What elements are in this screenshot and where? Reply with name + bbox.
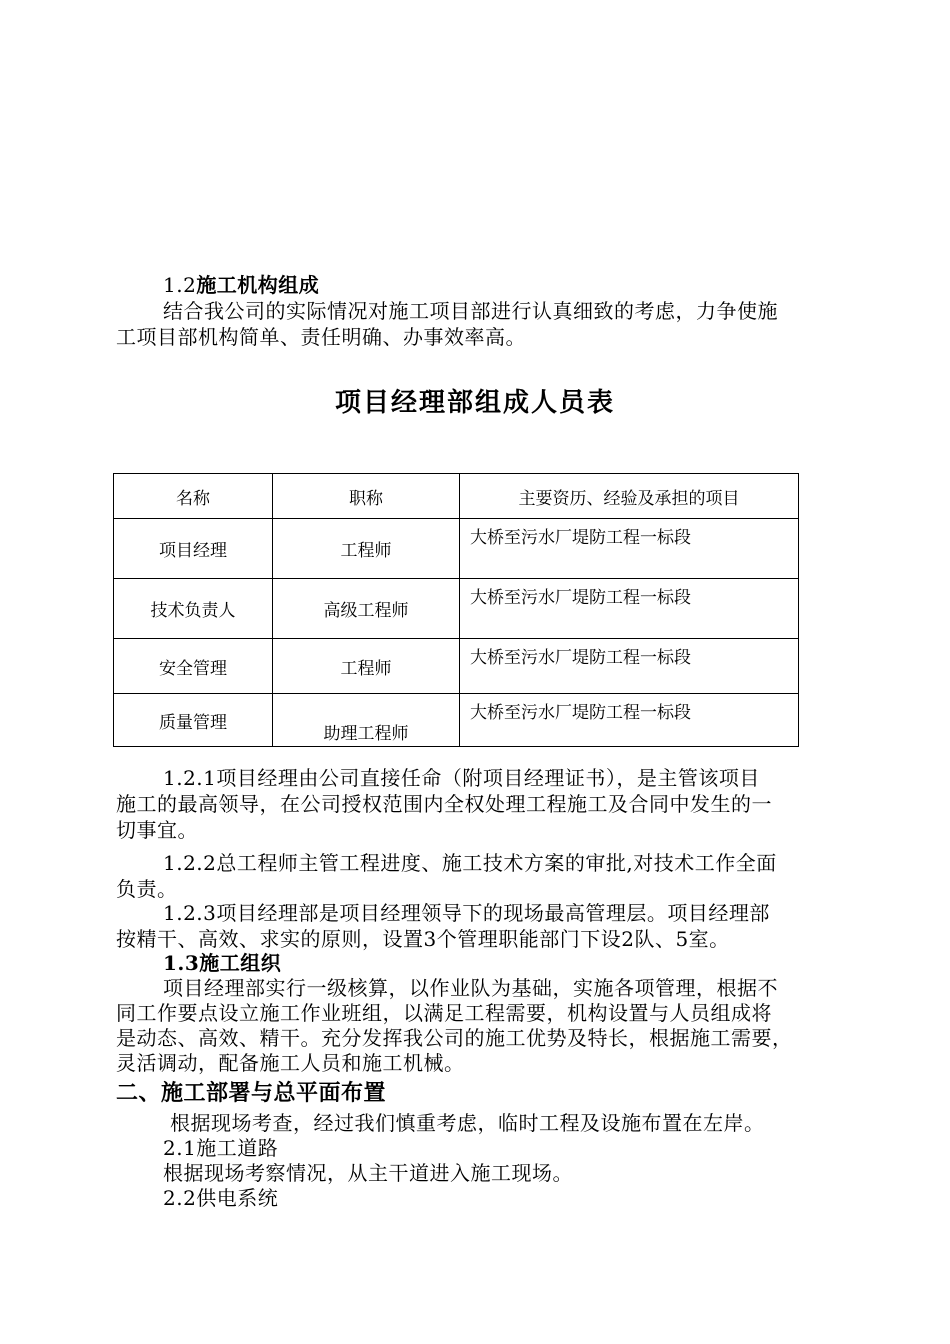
paragraph-line: 同工作要点设立施工作业班组，以满足工程需要，机构设置与人员组成将 — [116, 1001, 772, 1025]
table-cell: 大桥至污水厂堤防工程一标段 — [460, 694, 799, 747]
table-row — [114, 639, 799, 694]
table-title: 项目经理部组成人员表 — [334, 388, 615, 418]
paragraph-line: 是动态、高效、精干。充分发挥我公司的施工优势及特长，根据施工需要， — [116, 1026, 793, 1050]
table-header-cell: 职称 — [273, 474, 460, 519]
heading-text: 施工机构组成 — [196, 273, 320, 297]
paragraph-line: 施工的最高领导，在公司授权范围内全权处理工程施工及合同中发生的一 — [116, 792, 772, 816]
paragraph-line: 1.2.1项目经理由公司直接任命（附项目经理证书），是主管该项目 — [163, 766, 760, 790]
paragraph-line: 按精干、高效、求实的原则，设置3个管理职能部门下设2队、5室。 — [116, 927, 730, 951]
paragraph-line: 1.2.3项目经理部是项目经理领导下的现场最高管理层。项目经理部 — [163, 901, 770, 925]
table-row — [114, 519, 799, 579]
paragraph-line: 工项目部机构简单、责任明确、办事效率高。 — [116, 325, 526, 349]
table-cell: 质量管理 — [114, 694, 273, 747]
table-cell: 工程师 — [273, 519, 460, 579]
table-cell: 大桥至污水厂堤防工程一标段 — [460, 639, 799, 694]
table-row — [114, 694, 799, 747]
paragraph-line: 负责。 — [116, 877, 178, 901]
table-cell: 大桥至污水厂堤防工程一标段 — [460, 519, 799, 579]
table-row — [114, 579, 799, 639]
table-header-cell: 主要资历、经验及承担的项目 — [460, 474, 799, 519]
section-heading-1-2 — [163, 272, 319, 298]
section-heading-1-3: 1.3施工组织 — [163, 951, 282, 975]
subsection-heading: 2.2供电系统 — [163, 1186, 279, 1210]
chapter-heading: 二、施工部署与总平面布置 — [116, 1080, 387, 1106]
paragraph-line: 1.2.2总工程师主管工程进度、施工技术方案的审批,对技术工作全面 — [163, 851, 777, 875]
table-cell: 高级工程师 — [273, 579, 460, 639]
paragraph-line: 根据现场考查，经过我们慎重考虑，临时工程及设施布置在左岸。 — [170, 1111, 765, 1135]
paragraph-line: 切事宜。 — [116, 818, 198, 842]
heading-number: 1.2 — [163, 273, 197, 297]
staff-table — [113, 473, 799, 747]
table-cell: 工程师 — [273, 639, 460, 694]
paragraph-line: 结合我公司的实际情况对施工项目部进行认真细致的考虑，力争使施 — [163, 299, 778, 323]
table-cell: 安全管理 — [114, 639, 273, 694]
table-cell: 项目经理 — [114, 519, 273, 579]
table-cell: 助理工程师 — [273, 694, 460, 747]
table-header-cell: 名称 — [114, 474, 273, 519]
table-header-row — [114, 474, 799, 519]
paragraph-line: 项目经理部实行一级核算，以作业队为基础，实施各项管理，根据不 — [163, 976, 778, 1000]
table-cell: 技术负责人 — [114, 579, 273, 639]
paragraph-line: 根据现场考察情况，从主干道进入施工现场。 — [163, 1161, 573, 1185]
table-cell: 大桥至污水厂堤防工程一标段 — [460, 579, 799, 639]
paragraph-line: 灵活调动，配备施工人员和施工机械。 — [116, 1051, 465, 1075]
subsection-heading: 2.1施工道路 — [163, 1136, 279, 1160]
